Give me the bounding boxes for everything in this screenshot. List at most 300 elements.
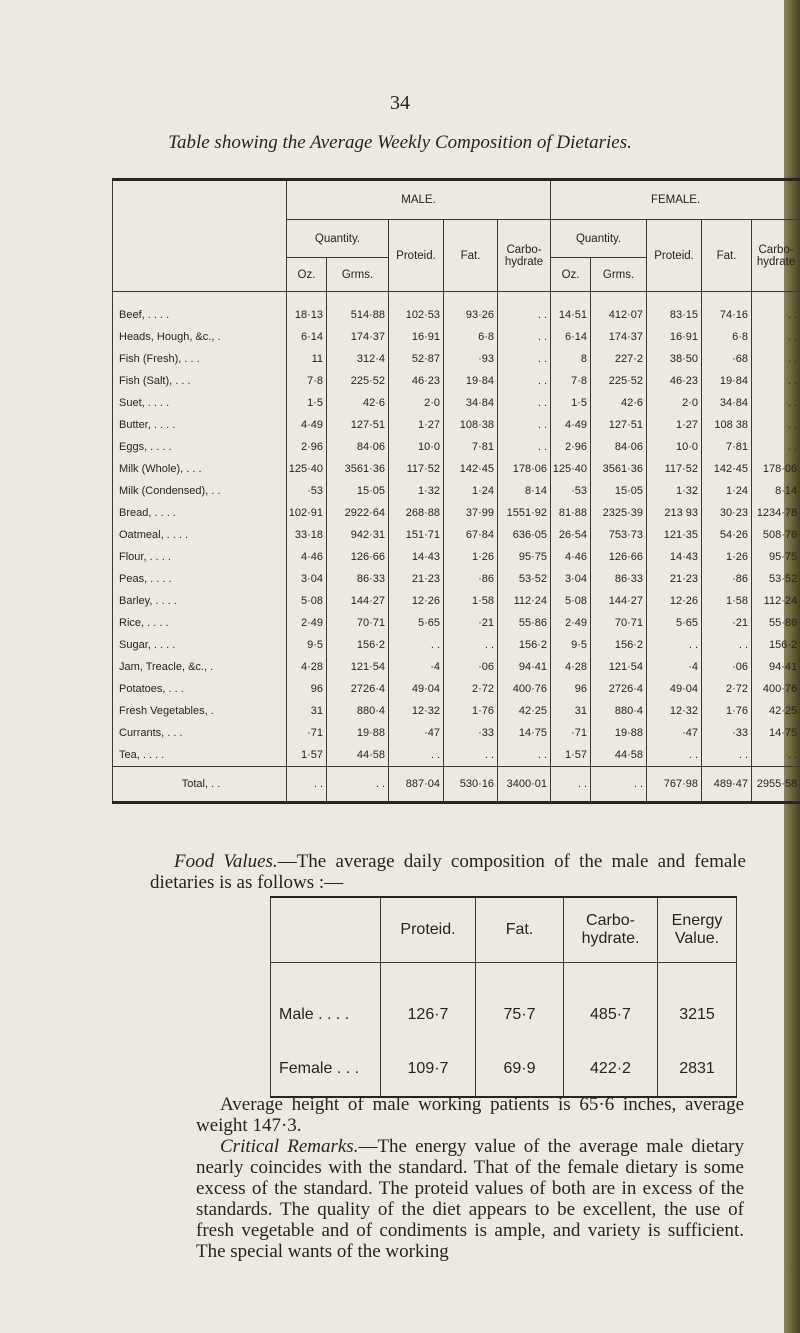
table-row xyxy=(113,326,800,348)
male-grms-cell: 19·88 xyxy=(327,722,389,744)
male-grms-cell: 156·2 xyxy=(327,634,389,656)
male-fat-cell: ·06 xyxy=(444,656,498,678)
female-carbo-cell: 94·41 xyxy=(752,656,800,678)
female-grms-cell: 127·51 xyxy=(591,414,647,436)
male-grms-cell: 2726·4 xyxy=(327,678,389,700)
table-row xyxy=(113,612,800,634)
female-oz-cell: 1·57 xyxy=(551,744,591,767)
male-grms-cell: 126·66 xyxy=(327,546,389,568)
male-grms-cell: 514·88 xyxy=(327,292,389,327)
male-oz-cell: 1·57 xyxy=(287,744,327,767)
female-fat-cell: . . xyxy=(702,634,752,656)
table-row xyxy=(113,292,800,327)
female-oz-cell: 26·54 xyxy=(551,524,591,546)
female-fat-cell: ·68 xyxy=(702,348,752,370)
food-name: Bread, . . . . xyxy=(113,502,287,524)
food-name: Butter, . . . . xyxy=(113,414,287,436)
food-name: Barley, . . . . xyxy=(113,590,287,612)
female-carbo-cell: . . xyxy=(752,370,800,392)
female-oz-cell: 2·96 xyxy=(551,436,591,458)
female-total-fat: 489·47 xyxy=(702,767,752,803)
female-proteid-cell: 1·27 xyxy=(647,414,702,436)
female-grms-cell: 2726·4 xyxy=(591,678,647,700)
male-oz-cell: 96 xyxy=(287,678,327,700)
male-grms-header: Grms. xyxy=(327,258,389,292)
food-name: Milk (Condensed), . . xyxy=(113,480,287,502)
male-fat-cell: 1·58 xyxy=(444,590,498,612)
female-oz-cell: 4·28 xyxy=(551,656,591,678)
male-proteid-cell: 102·53 xyxy=(389,292,444,327)
male-proteid-header: Proteid. xyxy=(389,220,444,292)
male-carbo-cell: 1551·92 xyxy=(498,502,551,524)
male-fat-cell: . . xyxy=(444,744,498,767)
female-oz-cell: 5·08 xyxy=(551,590,591,612)
male-proteid-cell: 52·87 xyxy=(389,348,444,370)
female-proteid-cell: ·47 xyxy=(647,722,702,744)
food-name: Currants, . . . xyxy=(113,722,287,744)
female-carbo-cell: 42·25 xyxy=(752,700,800,722)
female-carbo-cell: . . xyxy=(752,414,800,436)
male-carbo-cell: 636·05 xyxy=(498,524,551,546)
female-oz-cell: ·53 xyxy=(551,480,591,502)
page-number: 34 xyxy=(390,92,410,114)
male-oz-cell: 4·49 xyxy=(287,414,327,436)
female-quantity-header: Quantity. xyxy=(551,220,647,258)
male-carbo-cell: 53·52 xyxy=(498,568,551,590)
female-fat-cell: ·21 xyxy=(702,612,752,634)
table-row xyxy=(113,502,800,524)
female-proteid-cell: . . xyxy=(647,634,702,656)
male-oz-cell: 4·28 xyxy=(287,656,327,678)
table-row xyxy=(113,722,800,744)
male-oz-cell: 125·40 xyxy=(287,458,327,480)
male-proteid-cell: 46·23 xyxy=(389,370,444,392)
male-grms-cell: 2922·64 xyxy=(327,502,389,524)
male-grms-cell: 15·05 xyxy=(327,480,389,502)
male-fat-cell: 34·84 xyxy=(444,392,498,414)
male-grms-cell: 44·58 xyxy=(327,744,389,767)
male-fat-cell: ·86 xyxy=(444,568,498,590)
male-fat-cell: 142·45 xyxy=(444,458,498,480)
male-carbo-cell: 8·14 xyxy=(498,480,551,502)
table-row xyxy=(113,348,800,370)
male-oz-cell: 18·13 xyxy=(287,292,327,327)
female-carbo-cell: 156·2 xyxy=(752,634,800,656)
male-grms-cell: 3561·36 xyxy=(327,458,389,480)
values-fat-cell: 69·9 xyxy=(476,1042,564,1097)
male-carbo-cell: 400·76 xyxy=(498,678,551,700)
female-grms-cell: 3561·36 xyxy=(591,458,647,480)
food-values-table xyxy=(270,896,737,1098)
male-fat-cell: 2·72 xyxy=(444,678,498,700)
female-carbo-cell: 508·76 xyxy=(752,524,800,546)
female-fat-cell: 74·16 xyxy=(702,292,752,327)
male-fat-cell: 6·8 xyxy=(444,326,498,348)
food-name: Rice, . . . . xyxy=(113,612,287,634)
table-row xyxy=(113,590,800,612)
female-fat-cell: 54·26 xyxy=(702,524,752,546)
male-proteid-cell: . . xyxy=(389,634,444,656)
male-total-oz: . . xyxy=(287,767,327,803)
male-proteid-cell: 14·43 xyxy=(389,546,444,568)
values-energy-cell: 3215 xyxy=(658,963,737,1043)
male-proteid-cell: 49·04 xyxy=(389,678,444,700)
food-name: Tea, . . . . xyxy=(113,744,287,767)
female-grms-cell: 227·2 xyxy=(591,348,647,370)
female-carbo-cell: . . xyxy=(752,436,800,458)
table-row xyxy=(113,524,800,546)
male-proteid-cell: . . xyxy=(389,744,444,767)
female-carbo-cell: . . xyxy=(752,326,800,348)
male-grms-cell: 127·51 xyxy=(327,414,389,436)
female-fat-cell: 19·84 xyxy=(702,370,752,392)
male-fat-cell: 1·76 xyxy=(444,700,498,722)
table-row xyxy=(113,436,800,458)
food-values-paragraph xyxy=(150,851,746,893)
male-oz-cell: 4·46 xyxy=(287,546,327,568)
female-fat-cell: 1·24 xyxy=(702,480,752,502)
remarks-heading: Critical Remarks. xyxy=(220,1136,359,1157)
female-proteid-cell: 1·32 xyxy=(647,480,702,502)
values-carbo-cell: 485·7 xyxy=(564,963,658,1043)
female-proteid-cell: 16·91 xyxy=(647,326,702,348)
food-name: Suet, . . . . xyxy=(113,392,287,414)
food-name: Milk (Whole), . . . xyxy=(113,458,287,480)
male-fat-cell: 19·84 xyxy=(444,370,498,392)
male-oz-cell: 33·18 xyxy=(287,524,327,546)
female-proteid-cell: 46·23 xyxy=(647,370,702,392)
female-proteid-cell: 5·65 xyxy=(647,612,702,634)
female-proteid-cell: 10·0 xyxy=(647,436,702,458)
female-total-proteid: 767·98 xyxy=(647,767,702,803)
table-row xyxy=(113,546,800,568)
female-fat-cell: 6·8 xyxy=(702,326,752,348)
table-row xyxy=(113,414,800,436)
values-row-label: Male . . . . xyxy=(271,963,381,1043)
table-row xyxy=(113,656,800,678)
male-oz-cell: 102·91 xyxy=(287,502,327,524)
food-column-header xyxy=(113,180,287,292)
male-oz-cell: 6·14 xyxy=(287,326,327,348)
female-carbo-cell: 400·76 xyxy=(752,678,800,700)
male-carbo-cell: 14·75 xyxy=(498,722,551,744)
dietary-composition-table xyxy=(112,178,800,804)
female-proteid-cell: 121·35 xyxy=(647,524,702,546)
male-carbo-cell: 94·41 xyxy=(498,656,551,678)
male-fat-cell: ·21 xyxy=(444,612,498,634)
female-fat-cell: ·86 xyxy=(702,568,752,590)
female-oz-cell: 96 xyxy=(551,678,591,700)
male-proteid-cell: 1·27 xyxy=(389,414,444,436)
female-carbo-header: Carbo- hydrate xyxy=(752,220,800,292)
female-grms-cell: 753·73 xyxy=(591,524,647,546)
food-name: Sugar, . . . . xyxy=(113,634,287,656)
food-name: Oatmeal, . . . . xyxy=(113,524,287,546)
female-grms-cell: 412·07 xyxy=(591,292,647,327)
male-proteid-cell: 10·0 xyxy=(389,436,444,458)
male-grms-cell: 84·06 xyxy=(327,436,389,458)
female-carbo-cell: . . xyxy=(752,292,800,327)
male-carbo-header: Carbo- hydrate xyxy=(498,220,551,292)
female-fat-header: Fat. xyxy=(702,220,752,292)
female-carbo-cell: . . xyxy=(752,392,800,414)
male-proteid-cell: 117·52 xyxy=(389,458,444,480)
male-grms-cell: 144·27 xyxy=(327,590,389,612)
female-grms-cell: 19·88 xyxy=(591,722,647,744)
male-proteid-cell: 2·0 xyxy=(389,392,444,414)
food-name: Eggs, . . . . xyxy=(113,436,287,458)
male-carbo-cell: . . xyxy=(498,292,551,327)
female-proteid-cell: 12·26 xyxy=(647,590,702,612)
female-total-grms: . . xyxy=(591,767,647,803)
weight-paragraph: Average height of male working patients is 65·6 inches, average weight 147·3. xyxy=(196,1094,744,1136)
female-carbo-cell: 8·14 xyxy=(752,480,800,502)
male-oz-cell: ·53 xyxy=(287,480,327,502)
female-fat-cell: 108 38 xyxy=(702,414,752,436)
female-carbo-cell: 14·75 xyxy=(752,722,800,744)
female-total-oz: . . xyxy=(551,767,591,803)
female-oz-cell: 7·8 xyxy=(551,370,591,392)
table-row xyxy=(271,963,737,1043)
values-carbo-header: Carbo- hydrate. xyxy=(564,897,658,963)
female-proteid-cell: 213 93 xyxy=(647,502,702,524)
food-name: Fish (Salt), . . . xyxy=(113,370,287,392)
female-fat-cell: ·06 xyxy=(702,656,752,678)
male-carbo-cell: . . xyxy=(498,392,551,414)
female-oz-cell: 31 xyxy=(551,700,591,722)
male-total-proteid: 887·04 xyxy=(389,767,444,803)
values-energy-cell: 2831 xyxy=(658,1042,737,1097)
female-fat-cell: ·33 xyxy=(702,722,752,744)
female-fat-cell: 34·84 xyxy=(702,392,752,414)
female-grms-cell: 42·6 xyxy=(591,392,647,414)
male-oz-header: Oz. xyxy=(287,258,327,292)
male-proteid-cell: 21·23 xyxy=(389,568,444,590)
female-grms-cell: 225·52 xyxy=(591,370,647,392)
remarks-body: —The energy value of the average male dietary nearly coincides with the standard. That of the female dietary is some excess of the standard. The proteid values of both are in excess of the standards. The quality of the diet appears to be excellent, the use of fresh vegetable and of condiments is ample, and variety is sufficient. The special wants of the working xyxy=(196,1136,744,1262)
female-oz-cell: 4·49 xyxy=(551,414,591,436)
female-proteid-header: Proteid. xyxy=(647,220,702,292)
male-proteid-cell: ·47 xyxy=(389,722,444,744)
food-name: Jam, Treacle, &c., . xyxy=(113,656,287,678)
male-grms-cell: 225·52 xyxy=(327,370,389,392)
male-oz-cell: 1·5 xyxy=(287,392,327,414)
female-fat-cell: 1·58 xyxy=(702,590,752,612)
total-label: Total, . . xyxy=(113,767,287,803)
male-grms-cell: 70·71 xyxy=(327,612,389,634)
male-proteid-cell: 12·32 xyxy=(389,700,444,722)
female-proteid-cell: 38·50 xyxy=(647,348,702,370)
values-proteid-header: Proteid. xyxy=(381,897,476,963)
female-grms-cell: 2325·39 xyxy=(591,502,647,524)
female-oz-cell: 1·5 xyxy=(551,392,591,414)
male-carbo-cell: . . xyxy=(498,370,551,392)
female-oz-cell: ·71 xyxy=(551,722,591,744)
food-name: Fish (Fresh), . . . xyxy=(113,348,287,370)
total-row xyxy=(113,767,800,803)
male-grms-cell: 86·33 xyxy=(327,568,389,590)
female-fat-cell: 1·26 xyxy=(702,546,752,568)
male-fat-cell: ·33 xyxy=(444,722,498,744)
male-grms-cell: 312·4 xyxy=(327,348,389,370)
female-oz-cell: 81·88 xyxy=(551,502,591,524)
values-label-header xyxy=(271,897,381,963)
dietary-table-body xyxy=(113,292,800,803)
male-grms-cell: 880·4 xyxy=(327,700,389,722)
food-name: Heads, Hough, &c., . xyxy=(113,326,287,348)
male-proteid-cell: 151·71 xyxy=(389,524,444,546)
remarks-paragraph xyxy=(196,1136,744,1262)
male-fat-cell: 93·26 xyxy=(444,292,498,327)
values-row-label: Female . . . xyxy=(271,1042,381,1097)
male-carbo-cell: . . xyxy=(498,436,551,458)
table-row xyxy=(113,392,800,414)
food-values-body xyxy=(271,963,737,1098)
female-oz-header: Oz. xyxy=(551,258,591,292)
food-name: Flour, . . . . xyxy=(113,546,287,568)
male-oz-cell: 3·04 xyxy=(287,568,327,590)
food-values-heading: Food Values. xyxy=(174,851,278,872)
table-row xyxy=(113,634,800,656)
values-fat-header: Fat. xyxy=(476,897,564,963)
male-header: MALE. xyxy=(287,180,551,220)
female-grms-header: Grms. xyxy=(591,258,647,292)
female-grms-cell: 144·27 xyxy=(591,590,647,612)
female-oz-cell: 3·04 xyxy=(551,568,591,590)
values-carbo-cell: 422·2 xyxy=(564,1042,658,1097)
male-carbo-cell: 42·25 xyxy=(498,700,551,722)
table-row xyxy=(113,700,800,722)
male-fat-cell: 1·24 xyxy=(444,480,498,502)
female-carbo-cell: 1234·78 xyxy=(752,502,800,524)
table-row xyxy=(271,1042,737,1097)
male-fat-cell: 1·26 xyxy=(444,546,498,568)
food-values-intro: —The average daily composition of the male and female dietaries is as follows :— xyxy=(150,851,746,893)
female-grms-cell: 156·2 xyxy=(591,634,647,656)
female-oz-cell: 4·46 xyxy=(551,546,591,568)
male-grms-cell: 174·37 xyxy=(327,326,389,348)
male-proteid-cell: 16·91 xyxy=(389,326,444,348)
table-row xyxy=(113,744,800,767)
female-fat-cell: 2·72 xyxy=(702,678,752,700)
male-total-fat: 530·16 xyxy=(444,767,498,803)
female-grms-cell: 880·4 xyxy=(591,700,647,722)
table-caption: Table showing the Average Weekly Composition of Dietaries. xyxy=(168,132,632,153)
male-fat-header: Fat. xyxy=(444,220,498,292)
female-fat-cell: 30·23 xyxy=(702,502,752,524)
values-proteid-cell: 126·7 xyxy=(381,963,476,1043)
male-oz-cell: 2·49 xyxy=(287,612,327,634)
female-proteid-cell: 49·04 xyxy=(647,678,702,700)
male-carbo-cell: 156·2 xyxy=(498,634,551,656)
male-oz-cell: 5·08 xyxy=(287,590,327,612)
female-oz-cell: 9·5 xyxy=(551,634,591,656)
female-proteid-cell: 83·15 xyxy=(647,292,702,327)
food-name: Beef, . . . . xyxy=(113,292,287,327)
food-name: Potatoes, . . . xyxy=(113,678,287,700)
male-grms-cell: 942·31 xyxy=(327,524,389,546)
female-oz-cell: 6·14 xyxy=(551,326,591,348)
male-oz-cell: 11 xyxy=(287,348,327,370)
female-proteid-cell: 117·52 xyxy=(647,458,702,480)
male-oz-cell: 7·8 xyxy=(287,370,327,392)
remarks-text xyxy=(196,1094,744,1262)
male-grms-cell: 121·54 xyxy=(327,656,389,678)
male-oz-cell: 2·96 xyxy=(287,436,327,458)
female-oz-cell: 2·49 xyxy=(551,612,591,634)
female-grms-cell: 15·05 xyxy=(591,480,647,502)
female-fat-cell: 1·76 xyxy=(702,700,752,722)
female-proteid-cell: 12·32 xyxy=(647,700,702,722)
female-proteid-cell: 2·0 xyxy=(647,392,702,414)
table-row xyxy=(113,370,800,392)
female-proteid-cell: . . xyxy=(647,744,702,767)
female-carbo-cell: 112·24 xyxy=(752,590,800,612)
female-proteid-cell: 14·43 xyxy=(647,546,702,568)
female-grms-cell: 84·06 xyxy=(591,436,647,458)
female-carbo-cell: . . xyxy=(752,348,800,370)
male-quantity-header: Quantity. xyxy=(287,220,389,258)
female-oz-cell: 8 xyxy=(551,348,591,370)
food-name: Fresh Vegetables, . xyxy=(113,700,287,722)
male-carbo-cell: . . xyxy=(498,744,551,767)
female-proteid-cell: 21·23 xyxy=(647,568,702,590)
male-fat-cell: 108·38 xyxy=(444,414,498,436)
table-row xyxy=(113,678,800,700)
female-grms-cell: 126·66 xyxy=(591,546,647,568)
male-carbo-cell: 112·24 xyxy=(498,590,551,612)
table-row xyxy=(113,480,800,502)
male-proteid-cell: 1·32 xyxy=(389,480,444,502)
female-proteid-cell: ·4 xyxy=(647,656,702,678)
male-oz-cell: ·71 xyxy=(287,722,327,744)
male-fat-cell: 37·99 xyxy=(444,502,498,524)
male-oz-cell: 31 xyxy=(287,700,327,722)
male-proteid-cell: 268·88 xyxy=(389,502,444,524)
table-row xyxy=(113,458,800,480)
female-fat-cell: 142·45 xyxy=(702,458,752,480)
values-energy-header: Energy Value. xyxy=(658,897,737,963)
male-proteid-cell: 12·26 xyxy=(389,590,444,612)
female-carbo-cell: 53·52 xyxy=(752,568,800,590)
female-grms-cell: 44·58 xyxy=(591,744,647,767)
food-name: Peas, . . . . xyxy=(113,568,287,590)
male-proteid-cell: 5·65 xyxy=(389,612,444,634)
female-oz-cell: 14·51 xyxy=(551,292,591,327)
female-grms-cell: 86·33 xyxy=(591,568,647,590)
male-carbo-cell: 55·86 xyxy=(498,612,551,634)
table-row xyxy=(113,568,800,590)
male-carbo-cell: 95·75 xyxy=(498,546,551,568)
female-fat-cell: . . xyxy=(702,744,752,767)
male-oz-cell: 9·5 xyxy=(287,634,327,656)
male-grms-cell: 42·6 xyxy=(327,392,389,414)
female-carbo-cell: . . xyxy=(752,744,800,767)
female-grms-cell: 174·37 xyxy=(591,326,647,348)
female-oz-cell: 125·40 xyxy=(551,458,591,480)
values-fat-cell: 75·7 xyxy=(476,963,564,1043)
female-grms-cell: 121·54 xyxy=(591,656,647,678)
male-fat-cell: ·93 xyxy=(444,348,498,370)
values-proteid-cell: 109·7 xyxy=(381,1042,476,1097)
male-fat-cell: 67·84 xyxy=(444,524,498,546)
male-fat-cell: 7·81 xyxy=(444,436,498,458)
male-total-carbo: 3400·01 xyxy=(498,767,551,803)
male-total-grms: . . xyxy=(327,767,389,803)
male-carbo-cell: . . xyxy=(498,414,551,436)
female-grms-cell: 70·71 xyxy=(591,612,647,634)
female-carbo-cell: 95·75 xyxy=(752,546,800,568)
